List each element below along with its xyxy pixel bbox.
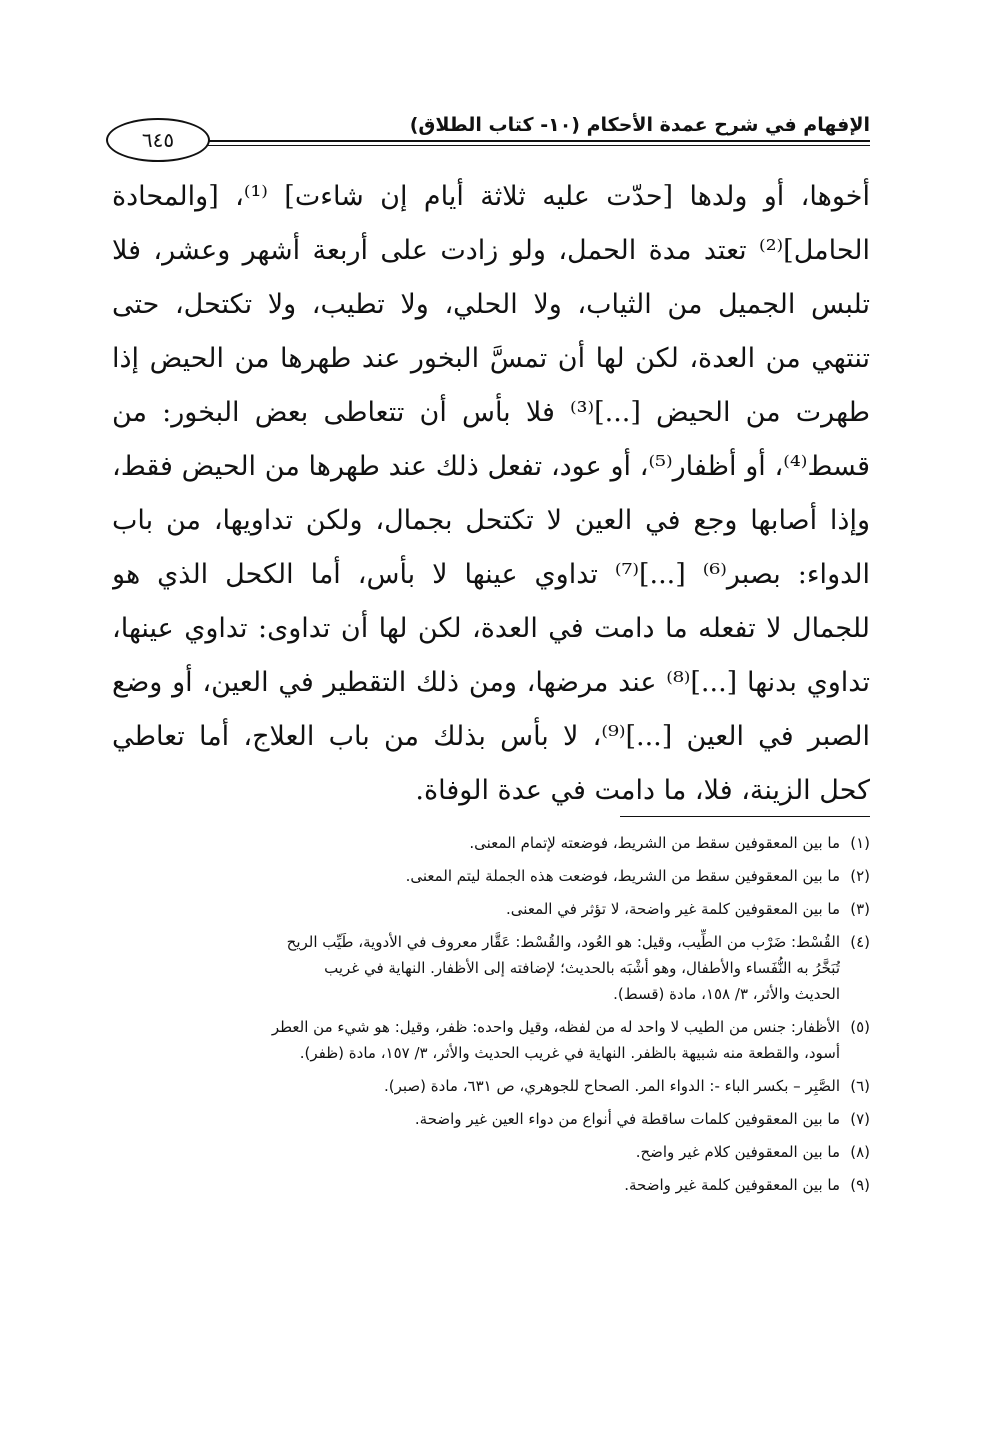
footnote-text: تُبَخَّرُ به النُّفَساء والأطفال، وهو أشْبَه بالحديث؛ لإضافته إلى الأظفار. النهاية في غريب [324,959,840,977]
header-rule-thin [208,145,870,146]
body-line: وإذا أصابها وجع في العين لا تكتحل بجمال، ولكن تداويها، من باب [112,505,870,536]
footnotes [112,830,870,1205]
footnote-text: أسود، والقطعة منه شبيهة بالظفر. النهاية في غريب الحديث والأثر، ٣/ ١٥٧، مادة (ظفر). [299,1044,840,1062]
footnote-number: (٩) [850,1176,870,1194]
footnote-4 [112,929,870,1007]
footnote-1 [112,830,870,856]
footnote-text: ما بين المعقوفين سقط من الشريط، فوضعت هذه الجملة ليتم المعنى. [405,867,840,885]
footnote-text: ما بين المعقوفين كلمات ساقطة في أنواع من دواء العين غير واضحة. [414,1110,840,1128]
footnote-separator [620,816,870,817]
body-line: تداوي بدنها [...]⁽⁸⁾ عند مرضها، ومن ذلك التقطير في العين، أو وضع [112,667,870,698]
footnote-number: (٢) [850,867,870,885]
footnote-number: (١) [850,834,870,852]
page-number: ٦٤٥ [141,128,175,152]
footnote-number: (٤) [850,933,870,951]
footnote-8 [112,1139,870,1165]
body-line: الحامل]⁽²⁾ تعتد مدة الحمل، ولو زادت على أربعة أشهر وعشر، فلا [112,235,870,266]
body-line: قسط⁽⁴⁾، أو أظفار⁽⁵⁾، أو عود، تفعل ذلك عند طهرها من الحيض فقط، [112,451,870,482]
footnote-text: الحديث والأثر، ٣/ ١٥٨، مادة (قسط). [613,985,840,1003]
footnote-text: الصَّبِر – بكسر الباء -: الدواء المر. الصحاح للجوهري، ص ٦٣١، مادة (صبر). [384,1077,840,1095]
footnote-3 [112,896,870,922]
footnote-number: (٦) [850,1077,870,1095]
footnote-number: (٣) [850,900,870,918]
body-line: للجمال لا تفعله ما دامت في العدة، لكن لها أن تداوى: تداوي عينها، [112,613,870,644]
footnote-text: ما بين المعقوفين كلام غير واضح. [635,1143,840,1161]
footnote-text: ما بين المعقوفين كلمة غير واضحة، لا تؤثر في المعنى. [506,900,840,918]
body-line: تنتهي من العدة، لكن لها أن تمسَّ البخور عند طهرها من الحيض إذا [112,343,870,374]
footnote-number: (٧) [850,1110,870,1128]
body-line: الصبر في العين [...]⁽⁹⁾، لا بأس بذلك من باب العلاج، أما تعاطي [112,721,870,752]
footnote-6 [112,1073,870,1099]
footnote-number: (٥) [850,1018,870,1036]
footnote-7 [112,1106,870,1132]
footnote-text: القُسْط: ضَرْب من الطِّيب، وقيل: هو العُود، والقُسْط: عَقَّار معروف في الأدوية، طَيِّب الريح [286,933,840,951]
footnote-text: ما بين المعقوفين كلمة غير واضحة. [624,1176,840,1194]
body-line: أخوها، أو ولدها [حدّت عليه ثلاثة أيام إن شاءت] ⁽¹⁾، [والمحادة [112,181,870,212]
header-rule [208,140,870,142]
body-line: كحل الزينة، فلا، ما دامت في عدة الوفاة. [415,775,870,806]
footnote-9 [112,1172,870,1198]
footnote-text: ما بين المعقوفين سقط من الشريط، فوضعته لإتمام المعنى. [469,834,840,852]
page-number-badge [106,118,210,162]
body-line: تلبس الجميل من الثياب، ولا الحلي، ولا تطيب، ولا تكتحل، حتى [112,289,870,320]
running-header-title: الإفهام في شرح عمدة الأحكام (١٠- كتاب الطلاق) [409,114,870,136]
body-line: الدواء: بصبر⁽⁶⁾ [...]⁽⁷⁾ تداوي عينها لا بأس، أما الكحل الذي هو [112,559,870,590]
main-text [112,170,870,818]
footnote-number: (٨) [850,1143,870,1161]
footnote-text: الأظفار: جنس من الطيب لا واحد له من لفظه، وقيل واحده: ظفر، وقيل: هو شيء من العطر [271,1018,840,1036]
footnote-2 [112,863,870,889]
footnote-5 [112,1014,870,1066]
body-line: طهرت من الحيض [...]⁽³⁾ فلا بأس أن تتعاطى بعض البخور: من [112,397,870,428]
